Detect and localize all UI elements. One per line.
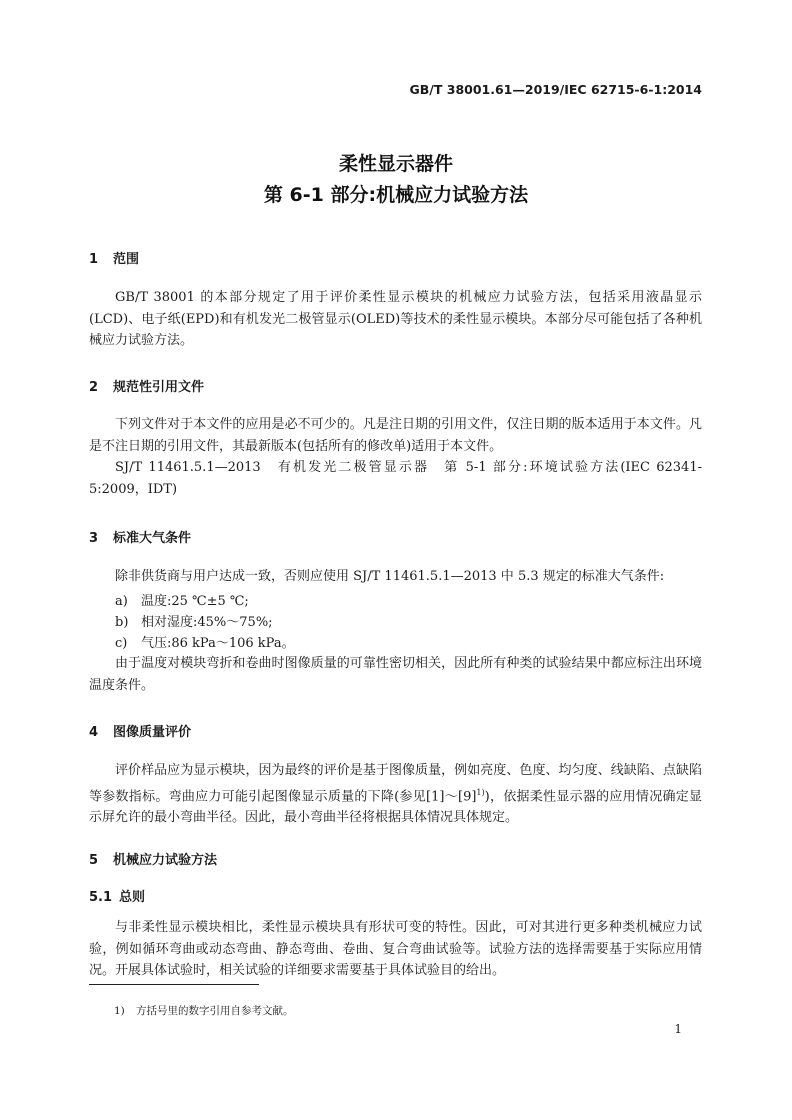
section-title: 标准大气条件	[113, 531, 192, 546]
section-number: 2	[89, 380, 99, 395]
section-4-paragraph	[89, 760, 702, 829]
section-title: 规范性引用文件	[113, 380, 205, 395]
list-item	[115, 611, 273, 630]
section-3-heading	[89, 527, 191, 546]
section-5-1-paragraph: 与非柔性显示模块相比，柔性显示模块具有形状可变的特性。因此，可对其进行更多种类机械应力试验，例如循环弯曲或动态弯曲、静态弯曲、卷曲、复合弯曲试验等。试验方法的选择需要基于实际应用情况。开展具体试验时，相关试验的详细要求需要基于具体试验目的给出。	[89, 920, 702, 978]
document-title: 柔性显示器件	[338, 153, 453, 175]
section-5-1-heading	[89, 886, 145, 905]
list-item-text: 温度:25 ℃±5 ℃;	[141, 594, 249, 609]
footnote-mark: 1)	[114, 1005, 125, 1017]
section-3-note: 由于温度对模块弯折和卷曲时图像质量的可靠性密切相关，因此所有种类的试验结果中都应标注出环境温度条件。	[89, 656, 702, 693]
section-2-heading	[89, 376, 204, 395]
paragraph-text: )，依据柔性显示器的应用情况确定显示屏允许的最小弯曲半径。因此，最小弯曲半径将根据具体情况具体规定。	[89, 788, 703, 826]
section-4-heading	[89, 721, 191, 740]
section-2-paragraph: 下列文件对于本文件的应用是必不可少的。凡是注日期的引用文件，仅注日期的版本适用于本文件。凡是不注日期的引用文件，其最新版本(包括所有的修改单)适用于本文件。	[89, 417, 702, 454]
section-title: 图像质量评价	[113, 725, 192, 740]
section-title: 总则	[119, 890, 146, 905]
section-5-heading	[89, 849, 217, 868]
list-item-label: c)	[115, 636, 128, 651]
paragraph-text: 评价样品应为显示模块，因为最终的评价是基于图像质量，例如亮度、色度、均匀度、线缺陷、点缺陷等参数指标。弯曲应力可能引起图像显示质量的下降(参见[1]～[9]	[89, 763, 702, 804]
document-subtitle: 第 6-1 部分:机械应力试验方法	[263, 184, 529, 206]
list-item-label: b)	[115, 615, 129, 630]
section-number: 5	[89, 853, 99, 868]
footnote-text: 方括号里的数字引用自参考文献。	[136, 1005, 294, 1017]
standard-number: GB/T 38001.61—2019/IEC 62715-6-1:2014	[409, 82, 702, 97]
section-number: 1	[89, 252, 99, 267]
footnote-divider	[89, 984, 259, 985]
list-item-text: 气压:86 kPa～106 kPa。	[141, 636, 295, 651]
section-number: 5.1	[89, 890, 113, 905]
page-number: 1	[674, 1022, 682, 1036]
section-number: 4	[89, 725, 99, 740]
section-3-paragraph: 除非供货商与用户达成一致，否则应使用 SJ/T 11461.5.1—2013 中 5.3 规定的标准大气条件:	[115, 569, 665, 584]
list-item-text: 相对湿度:45%～75%;	[141, 615, 273, 630]
section-1-heading	[89, 248, 139, 267]
section-title: 机械应力试验方法	[113, 853, 218, 868]
list-item	[115, 632, 295, 651]
section-1-paragraph: GB/T 38001 的本部分规定了用于评价柔性显示模块的机械应力试验方法，包括采用液晶显示(LCD)、电子纸(EPD)和有机发光二极管显示(OLED)等技术的柔性显示模块。本部分尽可能包括了各种机械应力试验方法。	[89, 290, 702, 348]
section-number: 3	[89, 531, 99, 546]
normative-reference: SJ/T 11461.5.1—2013 有机发光二极管显示器 第 5-1 部分:环境试验方法(IEC 62341-5:2009，IDT)	[89, 460, 702, 497]
list-item	[115, 590, 249, 609]
footnote-reference: 1)	[476, 787, 485, 797]
section-title: 范围	[113, 252, 140, 267]
list-item-label: a)	[115, 594, 128, 609]
footnote	[114, 1003, 294, 1018]
